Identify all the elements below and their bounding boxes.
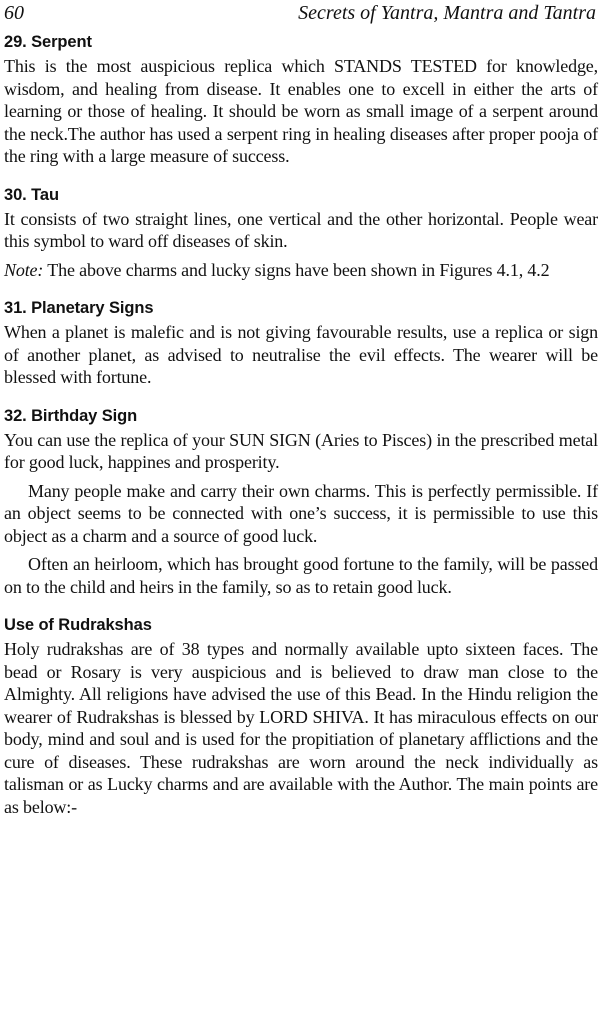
section-heading: 31. Planetary Signs [4, 299, 154, 317]
running-head [4, 1, 598, 29]
body-paragraph: This is the most auspicious replica which STANDS TESTED for knowledge, wisdom, and healing from disease. It enables one to excell in either the arts of learning or those of healing. It should be worn as small image of a serpent around the neck.The author has used a serpent ring in healing diseases after proper pooja of the ring with a large measure of success. [4, 56, 598, 166]
note-text: The above charms and lucky signs have been shown in Figures 4.1, 4.2 [43, 259, 550, 280]
book-page [4, 0, 598, 818]
section-heading: 29. Serpent [4, 33, 92, 51]
body-paragraph: When a planet is malefic and is not giving favourable results, use a replica or sign of another planet, as advised to neutralise the evil effects. The wearer will be blessed with fortune. [4, 322, 598, 387]
section-planetary-signs [4, 295, 598, 389]
body-paragraph: Holy rudrakshas are of 38 types and normally available upto sixteen faces. The bead or Rosary is very auspicious and is believed to draw man close to the Almighty. All religions have advised the use of this Bead. In the Hindu religion the wearer of Rudrakshas is blessed by LORD SHIVA. It has miraculous effects on our body, mind and soul and is used for the propitiation of planetary afflictions and the cure of diseases. These rudrakshas are worn around the neck individually as talisman or as Lucky charms and are available with the Author. The main points are as below:- [4, 639, 598, 817]
section-tau [4, 182, 598, 282]
body-paragraph: You can use the replica of your SUN SIGN (Aries to Pisces) in the prescribed metal for good luck, happines and prosperity. [4, 429, 598, 472]
body-paragraph: Many people make and carry their own charms. This is perfectly permissible. If an object seems to be connected with one’s success, it is permissible to use this object as a charm and a source of good luck. [4, 480, 598, 546]
section-serpent [4, 29, 598, 168]
section-heading: 30. Tau [4, 185, 59, 204]
section-use-of-rudrakshas [4, 612, 598, 818]
book-title: Secrets of Yantra, Mantra and Tantra [298, 2, 596, 24]
section-heading: Use of Rudrakshas [4, 616, 152, 634]
body-paragraph: It consists of two straight lines, one vertical and the other horizontal. People wear this symbol to ward off diseases of skin. [4, 208, 598, 251]
page-number: 60 [4, 2, 24, 24]
note-label: Note: [4, 259, 44, 280]
section-heading: 32. Birthday Sign [4, 406, 138, 425]
body-paragraph: Often an heirloom, which has brought good fortune to the family, will be passed on to the child and heirs in the family, so as to retain good luck. [4, 554, 598, 597]
note-paragraph [4, 259, 598, 282]
section-birthday-sign [4, 403, 598, 599]
